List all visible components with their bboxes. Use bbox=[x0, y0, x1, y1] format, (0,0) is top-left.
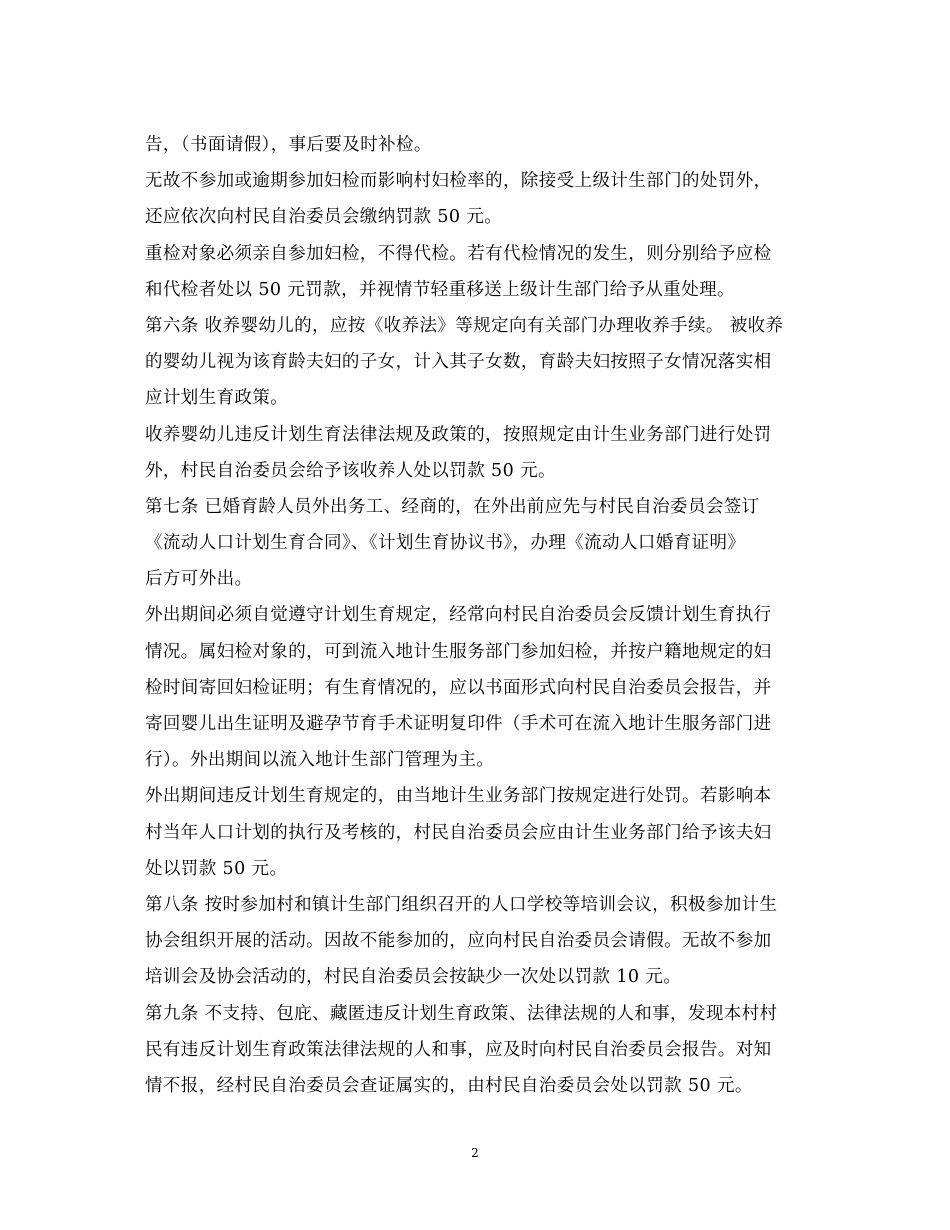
text-line: 后方可外出。 bbox=[145, 569, 253, 590]
text-line: 告，（书面请假），事后要及时补检。 bbox=[145, 135, 432, 155]
text-line: 第八条 按时参加村和镇计生部门组织召开的人口学校等培训会议，积极参加计生 bbox=[145, 894, 778, 915]
text-line: 无故不参加或逾期参加妇检而影响村妇检率的，除接受上级计生部门的处罚外， bbox=[145, 171, 772, 192]
text-line: 外出期间违反计划生育规定的，由当地计生业务部门按规定进行处罚。若影响本 bbox=[145, 786, 772, 807]
text-line: 第七条 已婚育龄人员外出务工、经商的，在外出前应先与村民自治委员会签订 bbox=[145, 496, 760, 517]
text-line: 民有违反计划生育政策法律法规的人和事，应及时向村民自治委员会报告。对知 bbox=[145, 1039, 772, 1060]
text-line: 应计划生育政策。 bbox=[145, 388, 289, 409]
text-line: 的婴幼儿视为该育龄夫妇的子女，计入其子女数，育龄夫妇按照子女情况落实相 bbox=[145, 352, 772, 373]
text-line: 行）。外出期间以流入地计生部门管理为主。 bbox=[145, 750, 495, 771]
text-line: 《流动人口计划生育合同》、《计划生育协议书》，办理《流动人口婚育证明》 bbox=[145, 533, 746, 554]
text-line: 培训会及协会活动的，村民自治委员会按缺少一次处以罚款 10 元。 bbox=[145, 967, 682, 988]
text-line: 还应依次向村民自治委员会缴纳罚款 50 元。 bbox=[145, 207, 503, 228]
text-line: 处以罚款 50 元。 bbox=[145, 858, 288, 879]
text-line: 收养婴幼儿违反计划生育法律法规及政策的，按照规定由计生业务部门进行处罚 bbox=[145, 424, 772, 445]
page-number: 2 bbox=[471, 1146, 479, 1160]
text-line: 外，村民自治委员会给予该收养人处以罚款 50 元。 bbox=[145, 460, 556, 481]
document-body bbox=[145, 127, 825, 1104]
text-line: 第六条 收养婴幼儿的，应按《收养法》等规定向有关部门办理收养手续。 被收养 bbox=[145, 315, 784, 336]
text-line: 检时间寄回妇检证明；有生育情况的，应以书面形式向村民自治委员会报告，并 bbox=[145, 677, 772, 698]
text-line: 情不报，经村民自治委员会查证属实的，由村民自治委员会处以罚款 50 元。 bbox=[145, 1075, 753, 1096]
text-line: 重检对象必须亲自参加妇检，不得代检。若有代检情况的发生，则分别给予应检 bbox=[145, 243, 772, 264]
text-line: 情况。属妇检对象的，可到流入地计生服务部门参加妇检，并按户籍地规定的妇 bbox=[145, 641, 772, 662]
text-line: 寄回婴儿出生证明及避孕节育手术证明复印件（手术可在流入地计生服务部门进 bbox=[145, 714, 772, 734]
text-line: 协会组织开展的活动。因故不能参加的，应向村民自治委员会请假。无故不参加 bbox=[145, 931, 772, 952]
text-line: 第九条 不支持、包庇、藏匿违反计划生育政策、法律法规的人和事，发现本村村 bbox=[145, 1003, 778, 1024]
text-line: 外出期间必须自觉遵守计划生育规定，经常向村民自治委员会反馈计划生育执行 bbox=[145, 605, 772, 626]
text-line: 和代检者处以 50 元罚款，并视情节轻重移送上级计生部门给予从重处理。 bbox=[145, 279, 735, 300]
text-line: 村当年人口计划的执行及考核的，村民自治委员会应由计生业务部门给予该夫妇 bbox=[145, 822, 772, 843]
